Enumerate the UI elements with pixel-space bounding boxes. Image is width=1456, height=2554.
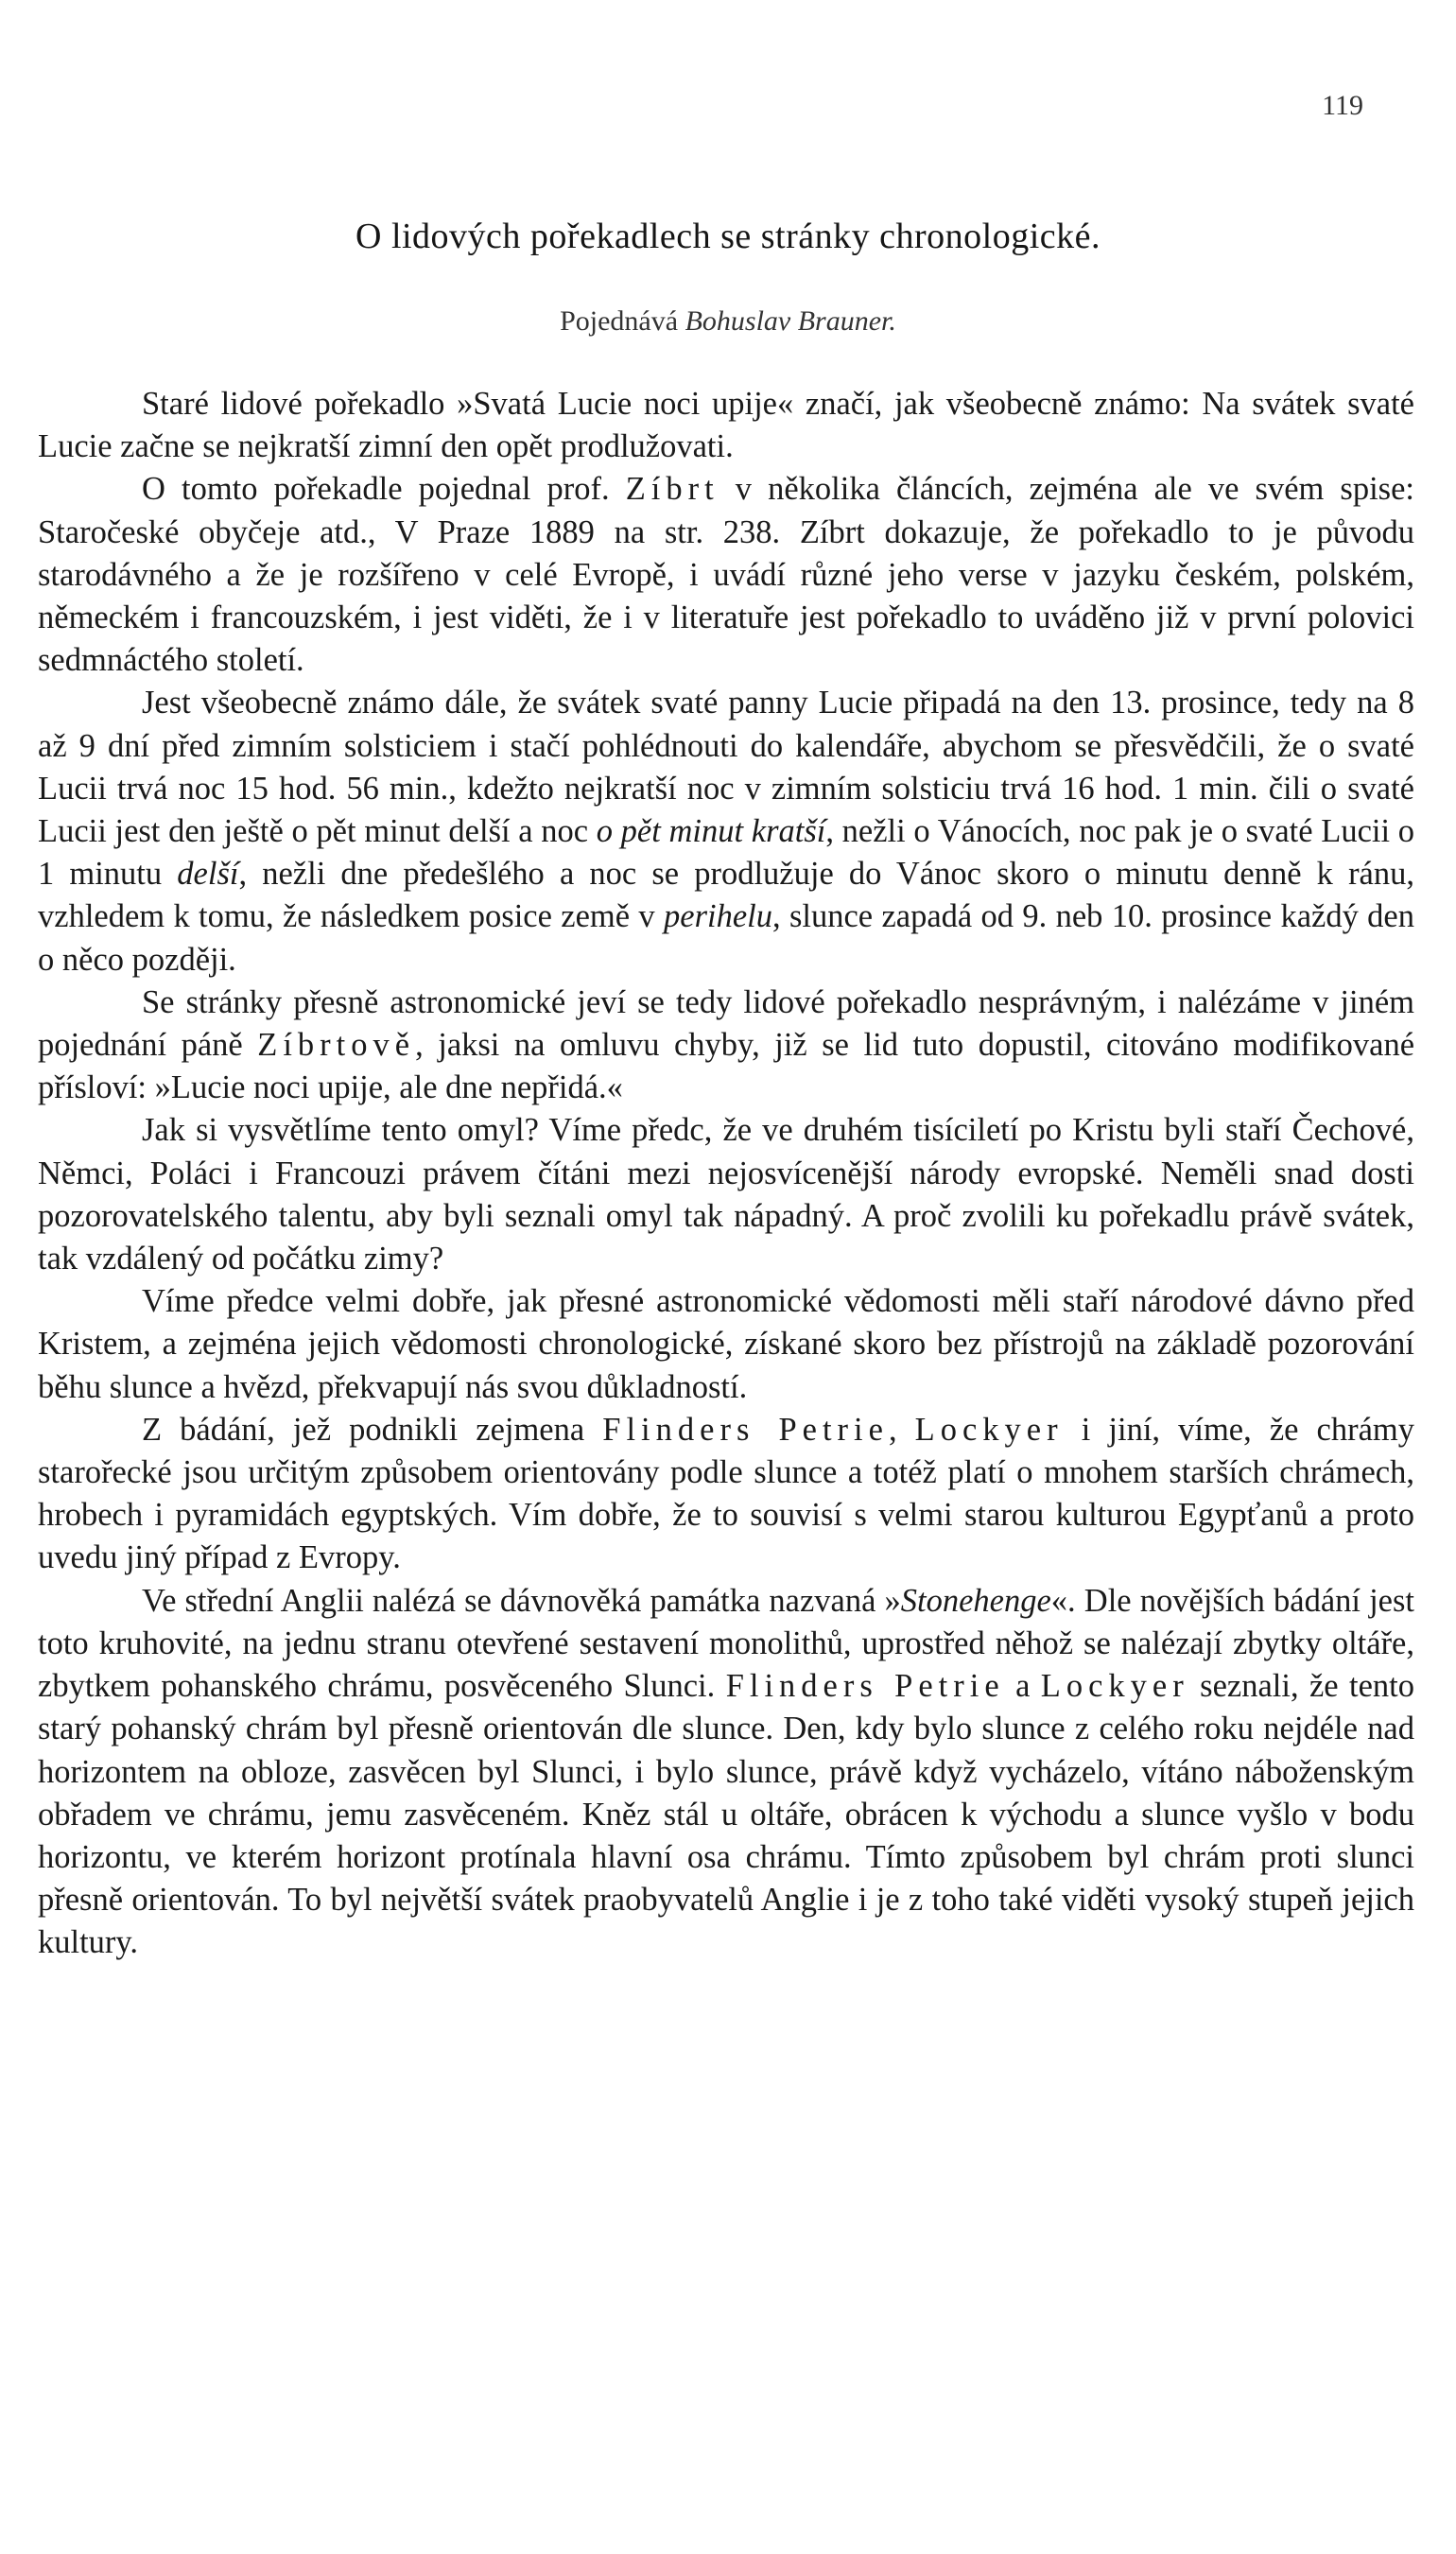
spaced-name: Flinders Petrie: [602, 1411, 889, 1448]
text-segment: O tomto pořekadle pojednal prof.: [142, 471, 626, 508]
text-segment: «. Dle novějších bádání jest toto kruhovité, na jednu stranu otevřené sestavení monolithů, uprostřed něhož se nalézají zbytky oltáře, zbytkem pohanského chrámu, posvěceného Slunci.: [38, 1582, 1414, 1705]
text-segment: i jiní, víme, že chrámy starořecké jsou určitým způsobem orientovány podle slunce a totéž platí o mnohem starších chrámech, hrobech i pyramidách egyptských. Vím dobře, že to souvisí s velmi starou kulturou Egypťanů a proto uvedu jiný případ z Evropy.: [38, 1411, 1414, 1576]
author-line: [0, 305, 1456, 338]
text-segment: ,: [888, 1411, 915, 1448]
text-segment: Staré lidové pořekadlo »Svatá Lucie noci upije« značí, jak všeobecně známo: Na svátek svaté Lucie začne se nejkratší zimní den opět prodlužovati.: [38, 386, 1414, 465]
paragraph: [38, 468, 1414, 682]
text-segment: v několika článcích, zejména ale ve svém spise: Staročeské obyčeje atd., V Praze 1889 na str. 238. Zíbrt dokazuje, že pořekadlo to je původu starodávného a že je rozšířeno v celé Evropě, i uvádí různé jeho verse v jazyku českém, polském, německém i francouzském, i jest viděti, že i v literatuře jest pořekadlo to uváděno již v první polovici sedmnáctého století.: [38, 471, 1414, 679]
text-segment: Jest všeobecně známo dále, že svátek svaté panny Lucie připadá na den 13. prosince, tedy na 8 až 9 dní před zimním solsticiem i stačí pohlédnouti do kalendáře, abychom se přesvědčili, že o svaté Lucii trvá noc 15 hod. 56 min., kdežto nejkratší noc v zimním solsticiu trvá 16 hod. 1 min. čili o svaté Lucii jest den ještě o pět minut delší a noc: [38, 685, 1414, 850]
text-segment: Se stránky přesně astronomické jeví se tedy lidové pořekadlo nesprávným, i nalézáme v jiném pojednání páně: [38, 983, 1414, 1064]
spaced-name: Flinders Petrie: [725, 1668, 1005, 1705]
author-name: Bohuslav Brauner.: [685, 305, 896, 337]
page-number: 119: [1322, 90, 1363, 121]
spaced-name: Zíbrt: [625, 471, 719, 508]
spaced-name: Zíbrtově: [257, 1027, 416, 1064]
article-title: O lidových pořekadlech se stránky chronologické.: [355, 217, 1101, 256]
italic-text: perihelu: [664, 898, 772, 935]
text-segment: , nežli o Vánocích, noc pak je o svaté Lucii o 1 minutu: [38, 813, 1414, 893]
italic-text: Stonehenge: [900, 1582, 1051, 1619]
italic-text: delší: [177, 856, 239, 893]
paragraph: [38, 1109, 1414, 1280]
spaced-name: Lockyer: [914, 1411, 1064, 1448]
text-segment: , slunce zapadá od 9. neb 10. prosince každý den o něco později.: [38, 898, 1414, 978]
text-segment: seznali, že tento starý pohanský chrám byl přesně orientován dle slunce. Den, kdy bylo slunce z celého roku nejdéle nad horizontem na obloze, zasvěcen byl Slunci, i bylo slunce, právě když vycházelo, vítáno náboženským obřadem ve chrámu, jemu zasvěceném. Kněz stál u oltáře, obrácen k východu a slunce vyšlo v bodu horizontu, ve kterém horizont protínala hlavní osa chrámu. Tímto způsobem byl chrám proti slunci přesně orientován. To byl největší svátek praobyvatelů Anglie i je z toho také viděti vysoký stupeň jejich kultury.: [38, 1668, 1414, 1961]
text-segment: Z bádání, jež podnikli zejmena: [142, 1411, 603, 1448]
text-segment: Víme předce velmi dobře, jak přesné astronomické vědomosti měli staří národové dávno před Kristem, a zejména jejich vědomosti chronologické, získané skoro bez přístrojů na základě pozorování běhu slunce a hvězd, překvapují nás svou důkladností.: [38, 1283, 1414, 1405]
text-segment: Jak si vysvětlíme tento omyl? Víme předc, že ve druhém tisíciletí po Kristu byli staří Čechové, Němci, Poláci i Francouzi právem čítáni mezi nejosvícenější národy evropské. Neměli snad dosti pozorovatelského talentu, aby byli seznali omyl tak nápadný. A proč zvolili ku pořekadlu právě svátek, tak vzdálený od počátku zimy?: [38, 1112, 1414, 1277]
paragraph: [38, 383, 1414, 468]
spaced-name: Lockyer: [1040, 1668, 1189, 1705]
paragraph: [38, 1409, 1414, 1580]
text-segment: , nežli dne předešlého a noc se prodlužuje do Vánoc skoro o minutu denně k ránu, vzhledem k tomu, že následkem posice země v: [38, 856, 1414, 935]
article-body: [38, 383, 1414, 1965]
text-segment: a: [1004, 1668, 1041, 1705]
paragraph: [38, 1280, 1414, 1409]
text-segment: Ve střední Anglii nalézá se dávnověká památka nazvaná »: [142, 1582, 901, 1619]
paragraph: [38, 1580, 1414, 1965]
text-segment: , jaksi na omluvu chyby, již se lid tuto dopustil, citováno modifikované přísloví: »Lucie noci upije, ale dne nepřidá.«: [38, 1027, 1415, 1106]
paragraph: [38, 982, 1414, 1110]
paragraph: [38, 682, 1414, 981]
italic-text: o pět minut kratší: [596, 813, 826, 850]
author-prefix: Pojednává: [560, 305, 679, 337]
